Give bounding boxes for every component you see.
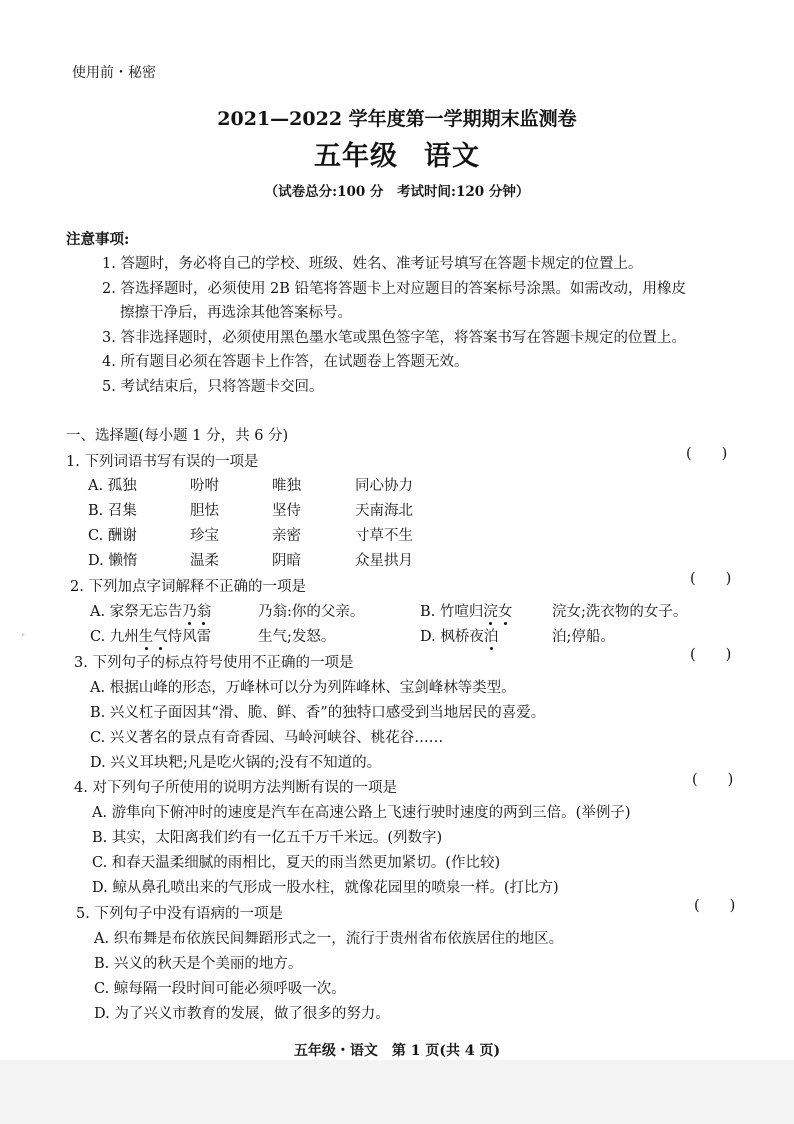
q1-word: 珍宝 (190, 528, 219, 544)
question-2-stem: 2. 下列加点字词解释不正确的一项是 (70, 579, 306, 595)
q1-word: 坚侍 (272, 503, 301, 519)
q3-option: B. 兴义杠子面因其“滑、脆、鲜、香”的独特口感受到当地居民的喜爱。 (90, 705, 546, 721)
q1-option: B. 召集 (88, 503, 137, 519)
page-footer: 五年级・语文 第 1 页(共 4 页) (293, 1043, 501, 1059)
q3-option: A. 根据山峰的形态，万峰林可以分为列阵峰林、宝剑峰林等类型。 (90, 680, 516, 696)
answer-paren: ( ) (694, 898, 736, 914)
question-5-stem: 5. 下列句子中没有语病的一项是 (76, 906, 283, 922)
answer-paren: ( ) (692, 772, 734, 788)
question-3-stem: 3. 下列句子的标点符号使用不正确的一项是 (74, 655, 354, 671)
q1-word: 同心协力 (355, 478, 413, 494)
notice-item: 1. 答题时，务必将自己的学校、班级、姓名、准考证号填写在答题卡规定的位置上。 (102, 256, 643, 272)
grade-label: 五年级 (314, 141, 398, 172)
notice-item: 5. 考试结束后，只将答题卡交回。 (102, 379, 324, 395)
q3-option: C. 兴义著名的景点有奇香园、马岭河峡谷、桃花谷…… (90, 730, 444, 746)
question-4-stem: 4. 对下列句子所使用的说明方法判断有误的一项是 (74, 780, 397, 796)
subject-label: 语文 (424, 141, 480, 172)
q1-word: 天南海北 (355, 503, 413, 519)
q5-option: A. 织布舞是布依族民间舞蹈形式之一，流行于贵州省布依族居住的地区。 (94, 931, 564, 947)
question-1-stem: 1. 下列词语书写有误的一项是 (66, 454, 259, 470)
dotted-word: 乃翁 (182, 604, 212, 620)
q1-word: 吩咐 (190, 478, 219, 494)
q5-option: C. 鲸每隔一段时间可能必须呼吸一次。 (94, 981, 346, 997)
exam-info: （试卷总分:100 分 考试时间:120 分钟） (264, 184, 530, 200)
margin-mark: ᵋ (22, 632, 26, 642)
q5-option: B. 兴义的秋天是个美丽的地方。 (94, 956, 303, 972)
grade-subject-title (0, 134, 794, 173)
q2-option-d: D. 枫桥夜泊 (420, 629, 499, 645)
q4-option: B. 其实，太阳离我们约有一亿五千万千米远。(列数字) (92, 830, 443, 846)
q1-word: 唯独 (272, 478, 301, 494)
q2-explanation-b: 浣女;洗衣物的女子。 (552, 604, 688, 620)
exam-title: 2021—2022 学年度第一学期期末监测卷 (217, 108, 577, 130)
notice-item: 2. 答选择题时，必须使用 2B 铅笔将答题卡上对应题目的答案标号涂黑。如需改动，用橡皮 (102, 281, 687, 297)
answer-paren: ( ) (690, 571, 732, 587)
q1-option: A. 孤独 (88, 478, 137, 494)
notice-heading: 注意事项: (66, 231, 130, 248)
q3-option: D. 兴义耳块粑;凡是吃火锅的;没有不知道的。 (90, 755, 382, 771)
q2-explanation-a: 乃翁:你的父亲。 (258, 604, 365, 620)
q1-word: 众星拱月 (355, 553, 413, 569)
q1-option: C. 酬谢 (88, 528, 137, 544)
q1-word: 胆怯 (190, 503, 219, 519)
dotted-word: 浣女 (483, 604, 513, 620)
notice-item: 擦擦干净后，再选涂其他答案标号。 (120, 305, 352, 321)
notice-item: 3. 答非选择题时，必须使用黑色墨水笔或黑色签字笔，将答案书写在答题卡规定的位置上。 (102, 330, 686, 346)
q1-word: 亲密 (272, 528, 301, 544)
section-heading: 一、选择题(每小题 1 分，共 6 分) (66, 428, 289, 444)
page-bottom-margin (0, 1060, 794, 1124)
q2-explanation-c: 生气;发怒。 (258, 629, 336, 645)
dotted-word: 生气 (138, 629, 168, 645)
q1-word: 阴暗 (272, 553, 301, 569)
answer-paren: ( ) (686, 446, 728, 462)
q4-option: D. 鲸从鼻孔喷出来的气形成一股水柱，就像花园里的喷泉一样。(打比方) (92, 880, 559, 896)
answer-paren: ( ) (690, 647, 732, 663)
q4-option: A. 游隼向下俯冲时的速度是汽车在高速公路上飞速行驶时速度的两到三倍。(举例子) (92, 805, 631, 821)
dotted-word: 泊 (483, 629, 499, 645)
q2-option-a: A. 家祭无忘告乃翁 (90, 604, 212, 620)
q2-option-c: C. 九州生气恃风雷 (90, 629, 212, 645)
confidential-label: 使用前・秘密 (72, 65, 156, 81)
q2-explanation-d: 泊;停船。 (552, 629, 615, 645)
q4-option: C. 和春天温柔细腻的雨相比，夏天的雨当然更加紧切。(作比较) (92, 855, 501, 871)
q5-option: D. 为了兴义市教育的发展，做了很多的努力。 (94, 1006, 390, 1022)
q1-word: 温柔 (190, 553, 219, 569)
q1-word: 寸草不生 (355, 528, 413, 544)
q2-option-b: B. 竹喧归浣女 (420, 604, 513, 620)
q1-option: D. 懒惰 (88, 553, 138, 569)
notice-item: 4. 所有题目必须在答题卡上作答，在试题卷上答题无效。 (102, 354, 469, 370)
